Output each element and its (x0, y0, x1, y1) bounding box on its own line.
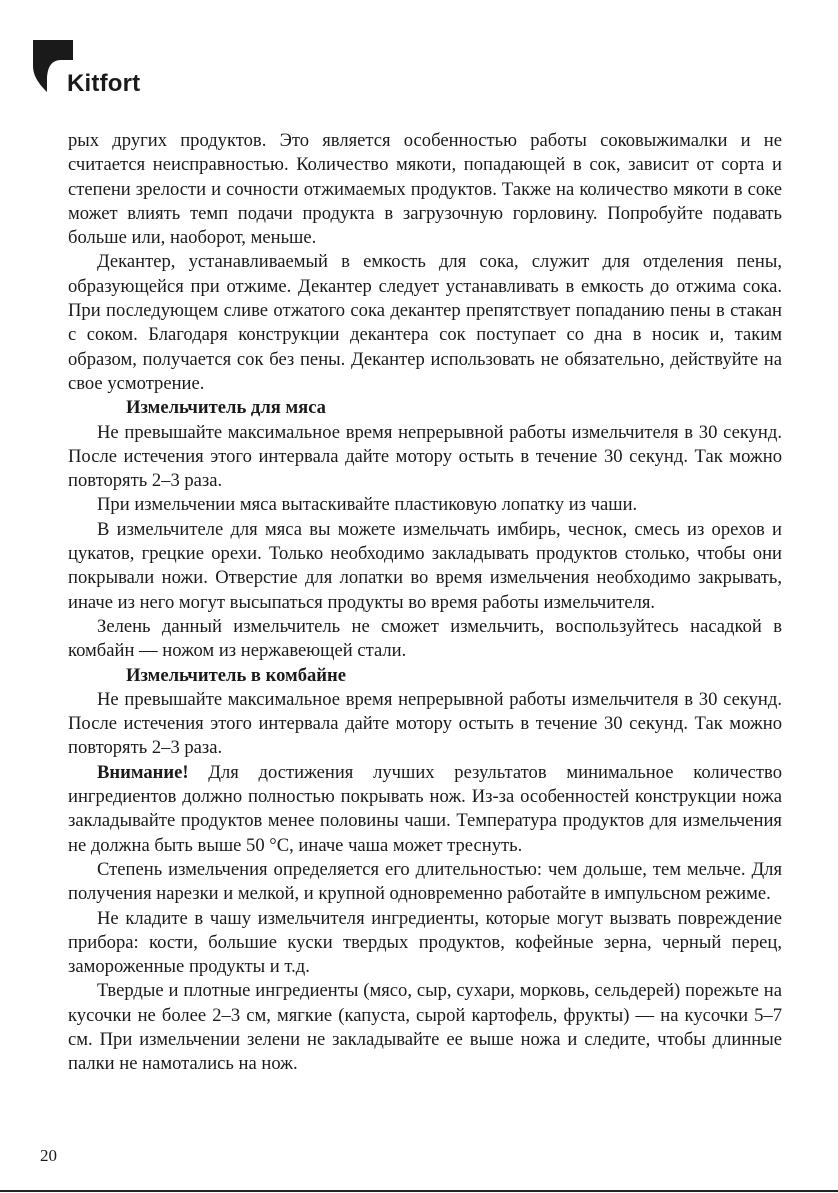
brand-logo (33, 40, 183, 100)
section-heading-meat: Измельчитель для мяса (126, 397, 326, 419)
paragraph: Не кладите в чашу измельчителя ингредиенты, которые могут вызвать повреждение прибора: кости, большие куски твердых продуктов, кофейные зерна, черный перец, замороженные продукты и т.д. (68, 907, 782, 978)
warning-text: Для достижения лучших результатов минимальное количество ингредиентов должно полностью покрывать нож. Из-за особенностей конструкции ножа закладывайте продуктов менее половины чаши. Температура продуктов для измельчения не должна быть выше 50 °C, иначе чаша может треснуть. (68, 761, 782, 856)
paragraph: Твердые и плотные ингредиенты (мясо, сыр, сухари, морковь, сельдерей) порежьте на кусочки не более 2–3 см, мягкие (капуста, сырой картофель, фрукты) — на кусочки 5–7 см. При измельчении зелени не закладывайте ее выше ножа и следите, чтобы длинные палки не намотались на нож. (68, 980, 782, 1075)
page-number: 20 (40, 1146, 57, 1165)
bottom-rule (0, 1190, 838, 1192)
brand-name: Kitfort (67, 70, 141, 97)
section-heading-combine: Измельчитель в комбайне (126, 664, 346, 686)
paragraph: В измельчителе для мяса вы можете измельчать имбирь, чеснок, смесь из орехов и цукатов, грецкие орехи. Только необходимо закладывать продуктов столько, чтобы они покрывали ножи. Отверстие для лопатки во время измельчения необходимо закрывать, иначе из него могут высыпаться продукты во время работы измельчителя. (68, 518, 782, 613)
warning-paragraph (68, 761, 782, 858)
paragraph: Степень измельчения определяется его длительностью: чем дольше, тем мельче. Для получения нарезки и мелкой, и крупной одновременно работайте в импульсном режиме. (68, 858, 782, 905)
warning-label: Внимание! (97, 761, 189, 783)
paragraph: Декантер, устанавливаемый в емкость для сока, служит для отделения пены, образующейся при отжиме. Декантер следует устанавливать в емкость до отжима сока. При последующем сливе отжатого сока декантер препятствует попаданию пены в стакан с соком. Благодаря конструкции декантера сок поступает со дна в носик и, таким образом, получается сок без пены. Декантер использовать не обязательно, действуйте на свое усмотрение. (68, 251, 782, 394)
paragraph: При измельчении мяса вытаскивайте пластиковую лопатку из чаши. (97, 494, 638, 516)
document-body (68, 129, 782, 1077)
paragraph: Не превышайте максимальное время непрерывной работы измельчителя в 30 секунд. После истечения этого интервала дайте мотору остыть в течение 30 секунд. Так можно повторять 2–3 раза. (68, 421, 782, 492)
paragraph: Зелень данный измельчитель не сможет измельчить, воспользуйтесь насадкой в комбайн — ножом из нержавеющей стали. (68, 615, 782, 662)
paragraph: Не превышайте максимальное время непрерывной работы измельчителя в 30 секунд. После истечения этого интервала дайте мотору остыть в течение 30 секунд. Так можно повторять 2–3 раза. (68, 688, 782, 759)
paragraph: рых других продуктов. Это является особенностью работы соковыжималки и не считается неисправностью. Количество мякоти, попадающей в сок, зависит от сорта и степени зрелости и сочности отжимаемых продуктов. Также на количество мякоти в соке может влиять темп подачи продукта в загрузочную горловину. Попробуйте подавать больше или, наоборот, меньше. (68, 130, 782, 249)
